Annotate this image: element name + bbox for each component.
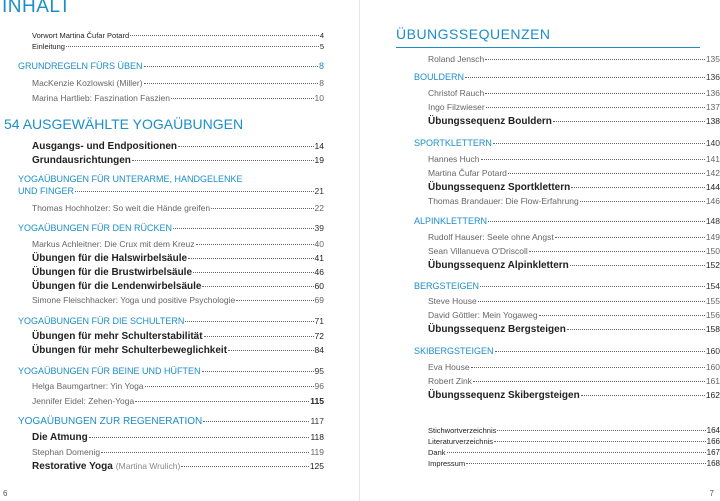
toc-section-heading[interactable]: BERGSTEIGEN 154 — [414, 281, 720, 291]
toc-entry[interactable]: Übungssequenz Bouldern 138 — [428, 116, 720, 127]
toc-entry[interactable]: Thomas Brandauer: Die Flow-Erfahrung 146 — [428, 196, 720, 206]
toc-entry[interactable]: David Göttler: Mein Yogaweg 156 — [428, 310, 720, 320]
toc-entry[interactable]: Roland Jensch 135 — [428, 54, 720, 64]
toc-entry[interactable]: Vorwort Martina Čufar Potard 4 — [32, 31, 324, 40]
toc-entry[interactable]: Jennifer Eidel: Zehen-Yoga 115 — [32, 396, 324, 406]
toc-entry[interactable]: Martina Čufar Potard 142 — [428, 168, 720, 178]
toc-section-heading[interactable]: YOGAÜBUNGEN FÜR UNTERARME, HANDGELENKE — [18, 174, 243, 184]
toc-entry[interactable]: Ingo Filzwieser 137 — [428, 102, 720, 112]
toc-section-heading[interactable]: SKIBERGSTEIGEN 160 — [414, 346, 720, 356]
toc-entry[interactable]: Übungen für mehr Schulterstabilität 72 — [32, 331, 324, 342]
toc-entry[interactable]: Helga Baumgartner: Yin Yoga 96 — [32, 381, 324, 391]
toc-section-heading[interactable]: YOGAÜBUNGEN FÜR DEN RÜCKEN 39 — [18, 223, 324, 233]
toc-section-heading[interactable]: YOGAÜBUNGEN ZUR REGENERATION 117 — [18, 416, 324, 427]
toc-entry[interactable]: Restorative Yoga (Martina Wrulich) 125 — [32, 461, 324, 472]
divider — [396, 47, 700, 48]
toc-entry[interactable]: Übungssequenz Skibergsteigen 162 — [428, 390, 720, 401]
toc-entry[interactable]: Übungen für die Brustwirbelsäule 46 — [32, 267, 324, 278]
toc-entry[interactable]: Stephan Domenig 119 — [32, 447, 324, 457]
toc-entry[interactable]: Dank 167 — [428, 448, 720, 457]
toc-section-heading[interactable]: SPORTKLETTERN 140 — [414, 138, 720, 148]
toc-entry[interactable]: Impressum 168 — [428, 459, 720, 468]
toc-entry[interactable]: Markus Achleitner: Die Crux mit dem Kreuz 40 — [32, 239, 324, 249]
toc-entry[interactable]: Eva House 160 — [428, 362, 720, 372]
toc-entry[interactable]: Übungen für die Lendenwirbelsäule 60 — [32, 281, 324, 292]
toc-section-heading[interactable]: YOGAÜBUNGEN FÜR DIE SCHULTERN 71 — [18, 316, 324, 326]
toc-entry[interactable]: Übungssequenz Bergsteigen 158 — [428, 324, 720, 335]
toc-section-heading[interactable]: UND FINGER 21 — [18, 186, 324, 196]
toc-section-heading[interactable]: BOULDERN 136 — [414, 72, 720, 82]
page-number: 6 — [3, 489, 8, 498]
toc-entry[interactable]: Übungssequenz Alpinklettern 152 — [428, 260, 720, 271]
toc-entry[interactable]: Übungssequenz Sportklettern 144 — [428, 182, 720, 193]
toc-entry[interactable]: Sean Villanueva O'Driscoll 150 — [428, 246, 720, 256]
right-page — [360, 0, 720, 501]
toc-section-heading[interactable]: YOGAÜBUNGEN FÜR BEINE UND HÜFTEN 95 — [18, 366, 324, 376]
toc-entry[interactable]: Einleitung 5 — [32, 42, 324, 51]
page-title: INHALT — [2, 0, 72, 17]
toc-entry[interactable]: Grundausrichtungen 19 — [32, 155, 324, 166]
section-title: ÜBUNGSSEQUENZEN — [396, 26, 551, 42]
page-number: 7 — [709, 489, 714, 498]
toc-entry[interactable]: Übungen für mehr Schulterbeweglichkeit 84 — [32, 345, 324, 356]
toc-entry[interactable]: Stichwortverzeichnis 164 — [428, 426, 720, 435]
toc-entry[interactable]: Hannes Huch 141 — [428, 154, 720, 164]
toc-entry[interactable]: Thomas Hochholzer: So weit die Hände greifen 22 — [32, 203, 324, 213]
toc-section-heading[interactable]: ALPINKLETTERN 148 — [414, 216, 720, 226]
toc-entry[interactable]: Marina Hartlieb: Faszination Faszien 10 — [32, 93, 324, 103]
toc-chapter-heading[interactable]: 54 AUSGEWÄHLTE YOGAÜBUNGEN — [4, 116, 244, 132]
toc-section-heading[interactable]: GRUNDREGELN FÜRS ÜBEN 8 — [18, 61, 324, 71]
toc-entry[interactable]: Ausgangs- und Endpositionen 14 — [32, 141, 324, 152]
toc-entry[interactable]: Literaturverzeichnis 166 — [428, 437, 720, 446]
toc-entry[interactable]: Steve House 155 — [428, 296, 720, 306]
toc-entry[interactable]: Christof Rauch 136 — [428, 88, 720, 98]
toc-entry[interactable]: Übungen für die Halswirbelsäule 41 — [32, 253, 324, 264]
toc-entry[interactable]: Die Atmung 118 — [32, 432, 324, 443]
toc-entry[interactable]: Simone Fleischhacker: Yoga und positive Psychologie 69 — [32, 295, 324, 305]
toc-entry[interactable]: Robert Zink 161 — [428, 376, 720, 386]
toc-entry[interactable]: Rudolf Hauser: Seele ohne Angst 149 — [428, 232, 720, 242]
toc-entry[interactable]: MacKenzie Kozlowski (Miller) 8 — [32, 78, 324, 88]
